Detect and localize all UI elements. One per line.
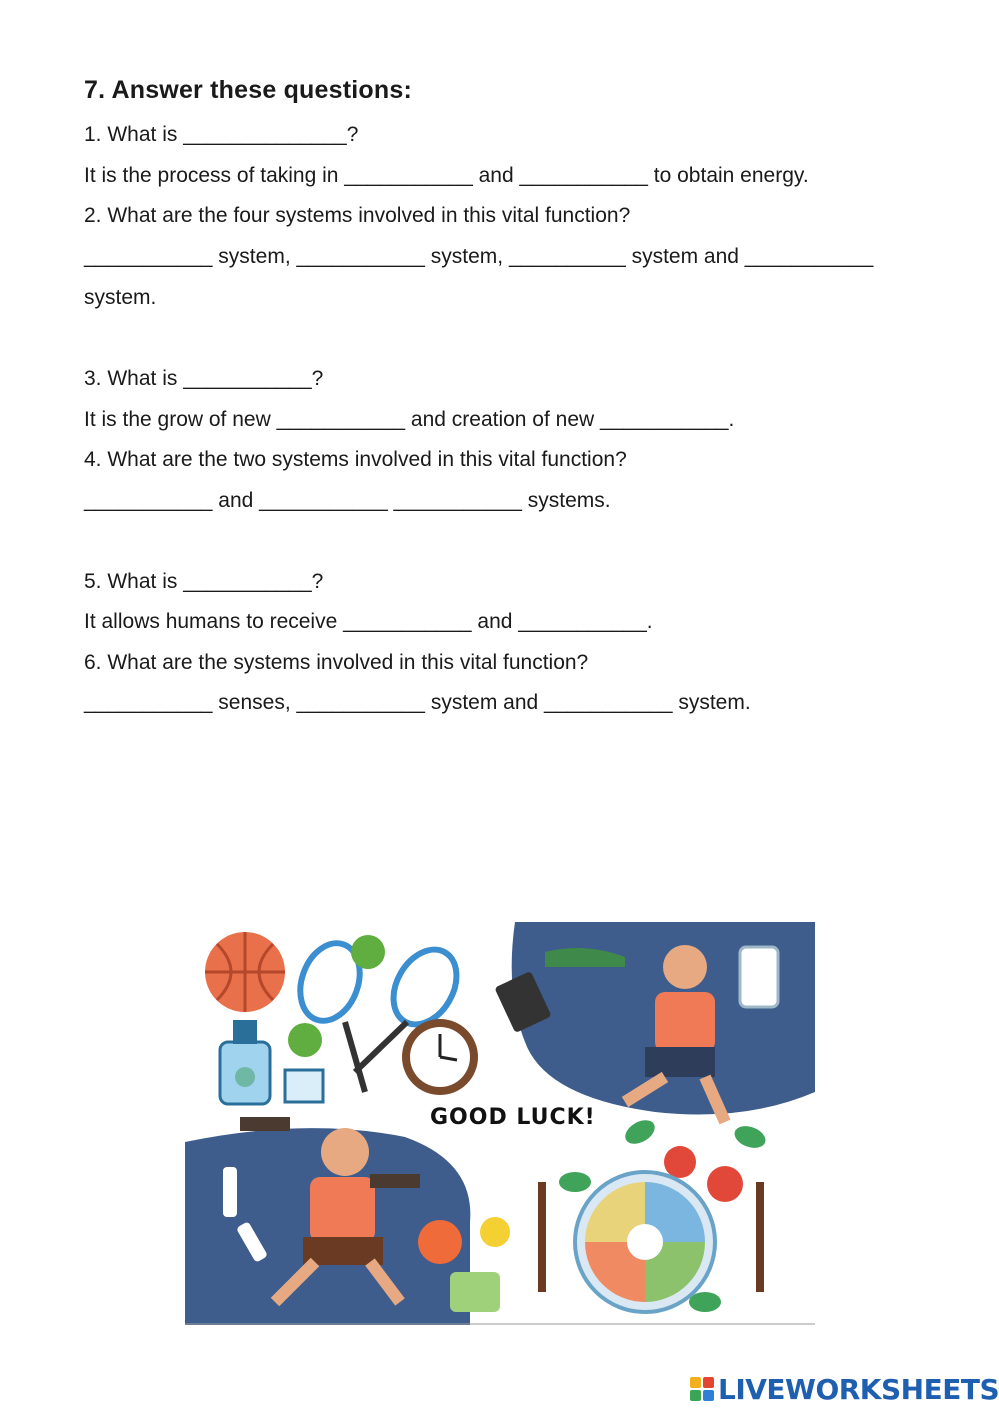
orange-icon: [418, 1220, 462, 1264]
tennis-ball-icon: [288, 1023, 322, 1057]
liveworksheets-logo: [690, 1372, 999, 1406]
answer-5: It allows humans to receive ___________ and ___________.: [84, 610, 653, 633]
tennis-ball-icon: [351, 935, 385, 969]
answer-6: ___________ senses, ___________ system and ___________ system.: [84, 691, 751, 714]
bottle-icon: [740, 947, 778, 1007]
question-3: 3. What is ___________?: [84, 367, 324, 390]
strawberry-icon: [664, 1146, 696, 1178]
question-4: 4. What are the two systems involved in this vital function?: [84, 448, 627, 471]
logo-text: LIVEWORKSHEETS: [718, 1372, 999, 1406]
strawberry-icon: [707, 1166, 743, 1202]
question-6: 6. What are the systems involved in this vital function?: [84, 651, 589, 674]
lemon-icon: [480, 1217, 510, 1247]
answer-1: It is the process of taking in ___________ and ___________ to obtain energy.: [84, 164, 809, 187]
good-luck-caption: GOOD LUCK!: [430, 1105, 596, 1130]
heading: 7. Answer these questions:: [84, 76, 412, 104]
answer-3: It is the grow of new ___________ and creation of new ___________.: [84, 408, 735, 431]
alarm-clock-icon: [402, 1019, 478, 1095]
glass-icon: [285, 1070, 323, 1102]
liveworksheets-logo-icon: [690, 1377, 714, 1401]
answer-4: ___________ and ___________ ___________ systems.: [84, 489, 611, 512]
question-5: 5. What is ___________?: [84, 570, 324, 593]
food-plate-icon: [575, 1172, 715, 1312]
cup-icon: [450, 1272, 500, 1312]
question-1: 1. What is ______________?: [84, 123, 359, 146]
question-2: 2. What are the four systems involved in this vital function?: [84, 204, 631, 227]
answer-2-cont: system.: [84, 286, 157, 309]
answer-2: ___________ system, ___________ system, __________ system and ___________: [84, 245, 874, 268]
